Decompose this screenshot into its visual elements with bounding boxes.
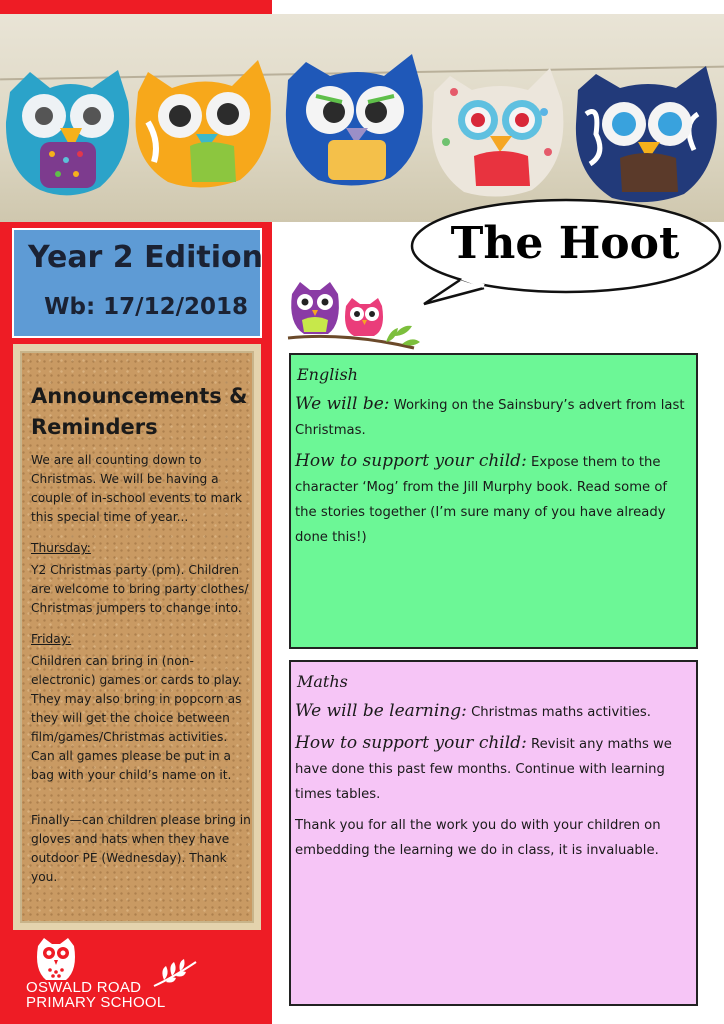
maths-will-be-text: Christmas maths activities.: [471, 705, 651, 720]
owl-decoration-2: [128, 42, 278, 192]
announcements-final: Finally—can children please bring in gloves and hats when they have outdoor PE (Wednesday). Thank you.: [31, 813, 251, 884]
english-support: [295, 449, 690, 550]
edition-box: [12, 228, 262, 338]
title-speech-bubble: [404, 196, 722, 306]
english-heading: English: [297, 365, 358, 384]
owl-decoration-4: [424, 52, 574, 202]
owl-logo-icon: [30, 936, 82, 982]
announcements-intro: We are all counting down to Christmas. We will be having a couple of in-school events to mark this special time of year...: [31, 453, 242, 524]
english-will-be-text: Working on the Sainsbury’s advert from last Christmas.: [295, 398, 685, 438]
maths-support-label: How to support your child:: [295, 733, 527, 753]
announcements-content: [31, 381, 253, 887]
maths-panel: [289, 660, 698, 1006]
announcements-corkboard: [13, 344, 261, 930]
maths-support: [295, 731, 690, 807]
school-name: [26, 980, 166, 1010]
friday-heading: Friday:: [31, 632, 72, 646]
owls-on-branch-icon: [286, 278, 422, 354]
owl-decoration-1: [0, 62, 140, 202]
friday-text: Children can bring in (non-electronic) games or cards to play. They may also bring in popcorn as they will get the choice between film/games/Christmas activities. Can all games please be put in a bag with your child’s name on it.: [31, 654, 242, 782]
school-name-line2: PRIMARY SCHOOL: [26, 994, 166, 1011]
announcements-title: Announcements & Reminders: [31, 384, 248, 439]
owl-decoration-5: [566, 54, 724, 214]
owl-bunting-photo: [0, 14, 724, 222]
english-will-be-label: We will be:: [295, 394, 390, 414]
maths-heading: Maths: [297, 672, 348, 691]
week-beginning-date: Wb: 17/12/2018: [44, 294, 248, 320]
edition-title: Year 2 Edition: [28, 240, 263, 275]
english-support-text: Expose them to the character ‘Mog’ from the Jill Murphy book. Read some of the stories together (I’m sure many of you have already done this!): [295, 455, 668, 545]
thursday-heading: Thursday:: [31, 541, 91, 555]
english-support-label: How to support your child:: [295, 451, 527, 471]
english-panel: [289, 353, 698, 649]
english-will-be: [295, 392, 690, 443]
maths-will-be: [295, 699, 690, 725]
school-name-line1: OSWALD ROAD: [26, 979, 142, 996]
maths-thanks: Thank you for all the work you do with your children on embedding the learning we do in class, it is invaluable.: [295, 818, 661, 858]
maths-will-be-label: We will be learning:: [295, 701, 467, 721]
newsletter-title: The Hoot: [450, 218, 680, 269]
school-logo: [26, 936, 266, 1016]
maths-support-text: Revisit any maths we have done this past few months. Continue with learning times tables.: [295, 737, 672, 802]
thursday-text: Y2 Christmas party (pm). Children are welcome to bring party clothes/ Christmas jumpers to change into.: [31, 563, 249, 615]
owl-decoration-3: [280, 40, 430, 190]
